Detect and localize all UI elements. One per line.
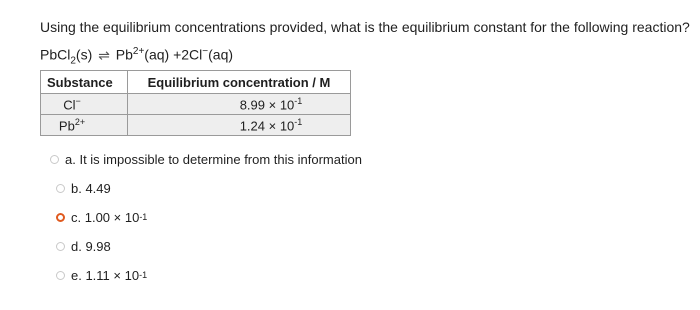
option-e[interactable] <box>56 266 362 284</box>
radio-button-selected-icon[interactable] <box>56 213 65 222</box>
option-label: d. 9.98 <box>71 238 111 254</box>
table-row <box>41 115 351 136</box>
reactant: PbCl <box>40 46 71 63</box>
product-lead: Pb <box>115 46 133 63</box>
header-substance: Substance <box>41 71 128 94</box>
answer-options <box>50 150 362 284</box>
concentration-cell <box>128 115 351 136</box>
header-concentration: Equilibrium concentration / M <box>128 71 351 94</box>
option-a[interactable] <box>50 150 362 168</box>
radio-button-icon[interactable] <box>56 184 65 193</box>
table-header-row <box>41 71 351 94</box>
option-exponent: -1 <box>139 270 148 280</box>
option-d[interactable] <box>56 237 362 255</box>
option-label: a. It is impossible to determine from this information <box>65 151 362 167</box>
concentration-exponent: -1 <box>294 116 303 127</box>
reactant-state: (s) <box>75 46 93 63</box>
table-row <box>41 94 351 115</box>
radio-button-icon[interactable] <box>56 242 65 251</box>
reaction-equation <box>40 43 233 70</box>
product-chloride-charge: − <box>202 46 209 57</box>
substance-name: Pb <box>58 118 75 134</box>
option-label: c. 1.00 × 10 <box>71 209 140 225</box>
reactant-subscript: 2 <box>70 55 76 67</box>
product-chloride: +2Cl <box>173 46 203 63</box>
option-label: e. 1.11 × 10 <box>71 267 140 283</box>
substance-name: Cl <box>63 97 76 113</box>
option-label: b. 4.49 <box>71 180 111 196</box>
concentration-value: 1.24 × 10 <box>239 118 295 134</box>
substance-charge: − <box>75 95 81 106</box>
concentration-cell <box>128 94 351 115</box>
product-chloride-state: (aq) <box>208 46 234 63</box>
concentration-table <box>40 70 351 136</box>
concentration-value: 8.99 × 10 <box>239 97 295 113</box>
radio-button-icon[interactable] <box>50 155 59 164</box>
concentration-exponent: -1 <box>294 95 303 106</box>
product-lead-state: (aq) <box>144 46 170 63</box>
substance-charge: 2+ <box>74 116 86 127</box>
substance-cell <box>41 94 128 115</box>
equilibrium-arrow-icon: ⇌ <box>98 46 110 63</box>
substance-cell <box>41 115 128 136</box>
option-c[interactable] <box>56 208 362 226</box>
option-b[interactable] <box>56 179 362 197</box>
option-exponent: -1 <box>139 212 148 222</box>
question-text: Using the equilibrium concentrations provided, what is the equilibrium constant for the following reaction? <box>40 19 690 35</box>
product-lead-charge: 2+ <box>132 46 145 57</box>
radio-button-icon[interactable] <box>56 271 65 280</box>
